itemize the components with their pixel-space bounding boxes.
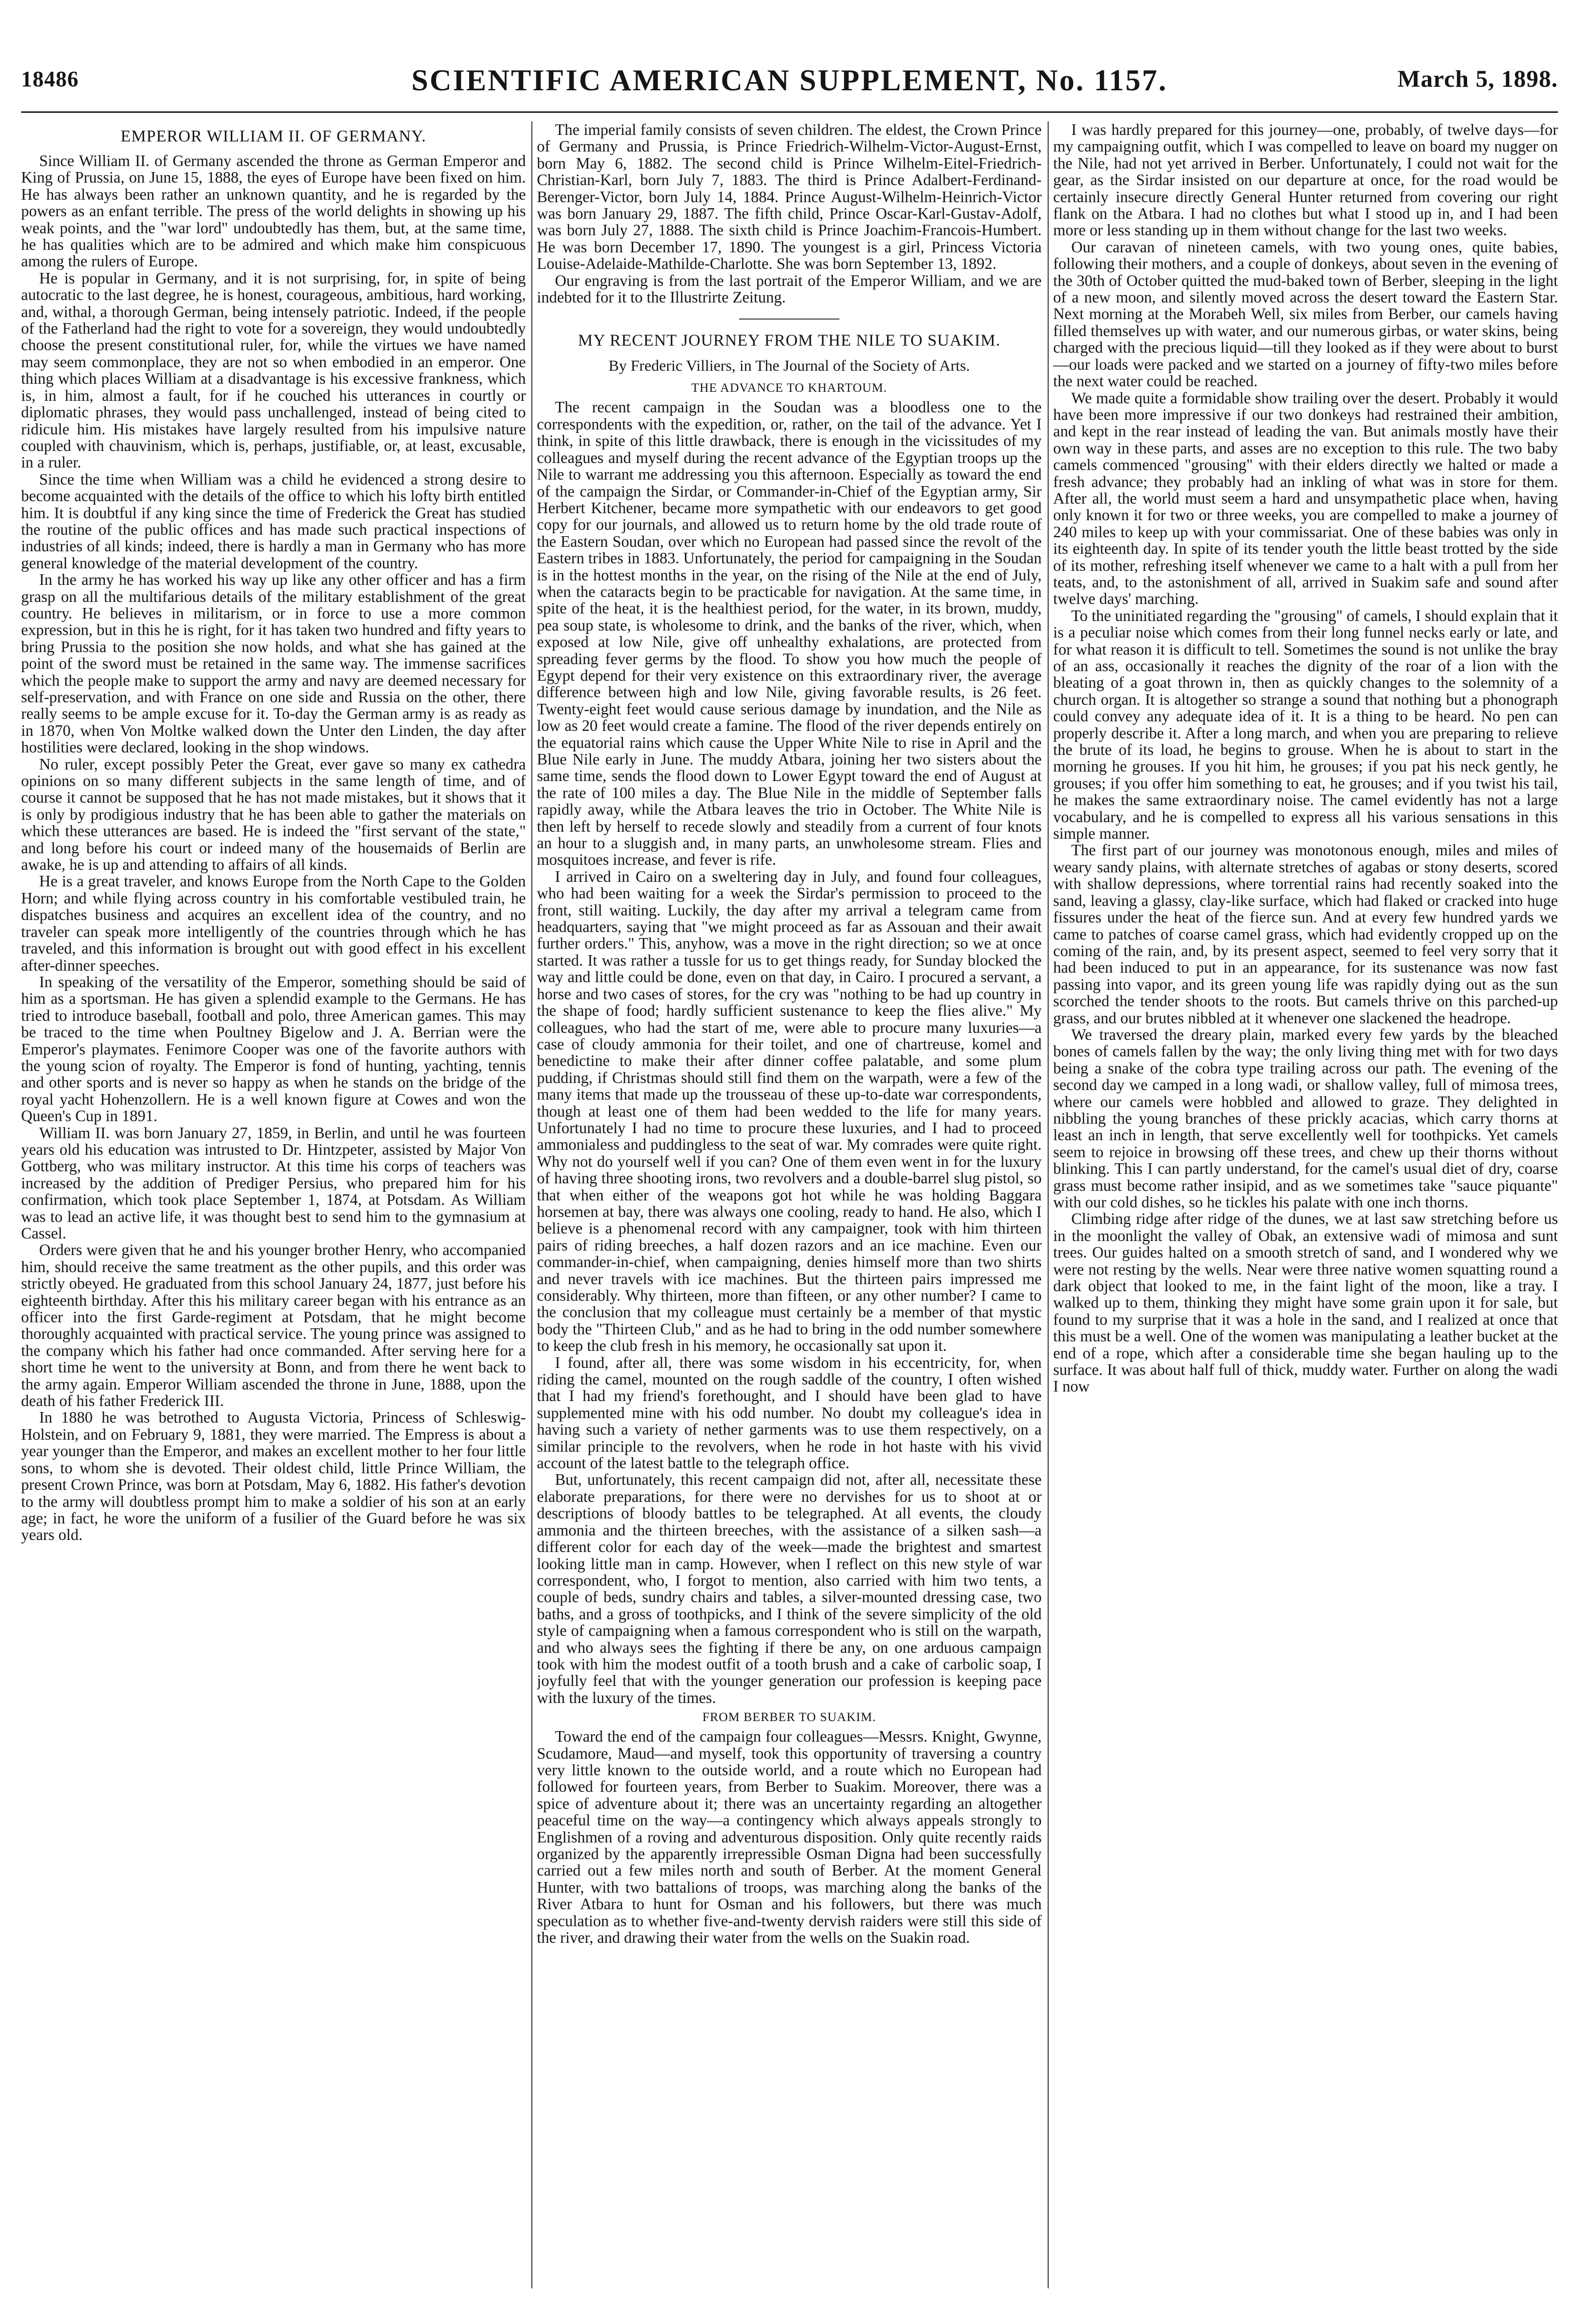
issue-date: March 5, 1898. (1397, 66, 1558, 92)
section-heading-berber: FROM BERBER TO SUAKIM. (702, 1711, 877, 1725)
section-heading-khartoum: THE ADVANCE TO KHARTOUM. (691, 381, 888, 395)
paragraph: In the army he has worked his way up like any other officer and has a firm grasp on all the multifarious details of the military establishment of the great country. He believes in militarism, or in force to use a more common expression, but in this he is right, for it has taken two hundred and fifty years to bring Prussia to the position she now holds, and what she has gained at the point of the sword must be retained in the same way. The immense sacrifices which the people make to support the army and navy are deemed necessary for self-preservation, and with France on one side and Russia on the other, there really seems to be ample excuse for it. To-day the German army is as ready as in 1870, when Von Moltke walked down the Unter den Linden, the day after hostilities were declared, looking in the shop windows. (21, 571, 526, 756)
paragraph: To the uninitiated regarding the "grousing" of camels, I should explain that it is a peculiar noise which comes from their long funnel necks early or late, and for what reason it is difficult to tell. Sometimes the sound is not unlike the bray of an ass, occasionally it reaches the dignity of the roar of a lion with the bleating of a goat thrown in, then as quickly changes to the solemnity of a church organ. It is altogether so strange a sound that nothing but a phonograph could convey any adequate idea of it. It is a thing to be heard. No pen can properly describe it. After a long march, and when you are preparing to relieve the brute of its load, he begins to grouse. When he is about to start in the morning he grouses. If you hit him, he grouses; if you pat his neck gently, he grouses; if you offer him something to eat, he grouses; and if you twist his tail, he makes the same extraordinary noise. The camel evidently has not a large vocabulary, and he is compelled to express all his various sensations in this simple manner. (1053, 606, 1558, 843)
paragraph: In 1880 he was betrothed to Augusta Victoria, Princess of Schleswig-Holstein, and on February 9, 1881, they were married. The Empress is about a year younger than the Emperor, and makes an excellent mother to her four little sons, to whom she is devoted. Their oldest child, little Prince William, the present Crown Prince, was born at Potsdam, May 6, 1882. His father's devotion to the army will doubtless prompt him to make a soldier of his son at an early age; in fact, he wore the uniform of a fusilier of the Guard before he was six years old. (21, 1409, 526, 1544)
paragraph: No ruler, except possibly Peter the Great, ever gave so many ex cathedra opinions on so many different subjects in the same length of time, and of course it cannot be supposed that he has not made mistakes, but it shows that it is only by prodigious industry that he has been able to gather the materials on which these utterances are based. He is indeed the "first servant of the state," and long before his court or indeed many of the housemaids of Berlin are awake, he is up and attending to affairs of all kinds. (21, 755, 526, 874)
paragraph: The recent campaign in the Soudan was a bloodless one to the correspondents with the expedition, or, rather, on the tail of the advance. Yet I think, in spite of this little drawback, there is enough in the vicissitudes of my colleagues and myself during the recent advance of the Egyptian troops up the Nile to warrant me addressing you this afternoon. Especially as toward the end of the campaign the Sirdar, or Commander-in-Chief of the Egyptian army, Sir Herbert Kitchener, became more sympathetic with our endeavors to get good copy for our journals, and allowed us to return home by the old trade route of the Eastern Soudan, over which no European had passed since the revolt of the Eastern tribes in 1883. Unfortunately, the period for campaigning in the Soudan is in the hottest months in the year, on the rising of the Nile at the end of July, when the cataracts begin to be practicable for navigation. At the same time, in spite of the heat, it is the healthiest period, for the water, in its brown, muddy, pea soup state, is wholesome to drink, and the banks of the river, which, when exposed at low Nile, give off unhealthy exhalations, are protected from spreading fever germs by the flood. To show you how much the people of Egypt depend for their very existence on this extraordinary river, the average difference between high and low Nile, giving favorable results, is 26 feet. Twenty-eight feet would cause serious damage by inundation, and the Nile as low as 20 feet would create a famine. The flood of the river depends entirely on the equatorial rains which cause the Upper White Nile to rise in April and the Blue Nile early in June. The muddy Atbara, joining her two sisters about the same time, sends the flood down to Lower Egypt toward the end of August at the rate of 100 miles a day. The Blue Nile in the middle of September falls rapidly away, while the Atbara leaves the trio in October. The White Nile is then left by herself to recede slowly and steadily from a current of four knots an hour to a sluggish and, in many parts, an unwholesome stream. Flies and mosquitoes increase, and fever is rife. (537, 398, 1042, 869)
paragraph: Orders were given that he and his younger brother Henry, who accompanied him, should receive the same treatment as the other pupils, and this order was strictly obeyed. He graduated from this school January 24, 1877, just before his eighteenth birthday. After this his military career began with his entrance as an officer into the first Garde-regiment at Potsdam, that he might become thoroughly acquainted with practical service. The young prince was assigned to the company which his father had once commanded. After serving here for a short time he went to the university at Bonn, and from there he went back to the army again. Emperor William ascended the throne in June, 1888, upon the death of his father Frederick III. (21, 1241, 526, 1410)
column-2 (537, 121, 1042, 2288)
column-divider (531, 121, 532, 2288)
column-3 (1053, 121, 1558, 2288)
paragraph: Since William II. of Germany ascended the throne as German Emperor and King of Prussia, on June 15, 1888, the eyes of Europe have been fixed on him. He has always been rather an unknown quantity, and he is regarded by the powers as an enfant terrible. The press of the world delights in showing up his weak points, and the "war lord" undoubtedly has them, but, at the same time, he has qualities which are to be admired and which make him conspicuous among the rulers of Europe. (21, 152, 526, 270)
column-1 (21, 121, 526, 2288)
paragraph: He is popular in Germany, and it is not surprising, for, in spite of being autocratic to the last degree, he is honest, courageous, ambitious, hard working, and, withal, a thorough German, being intensely patriotic. Indeed, if the people of the Fatherland had the right to vote for a sovereign, they would undoubtedly choose the present constitutional ruler, for, while the virtues we have named may seem commonplace, they are not so when embodied in an emperor. One thing which places William at a disadvantage is his excessive frankness, which is, in him, almost a fault, for if he couched his utterances in courtly or diplomatic phrases, they would pass unchallenged, instead of being cited to ridicule him. His mistakes have largely resulted from his impulsive nature coupled with chauvinism, which is, perhaps, justifiable, or, at least, excusable, in a ruler. (21, 269, 526, 472)
paragraph: The first part of our journey was monotonous enough, miles and miles of weary sandy plains, with alternate stretches of agabas or stony deserts, scored with shallow depressions, where torrential rains had recently soaked into the sand, leaving a glassy, clay-like surface, which had flaked or cracked into huge fissures under the heat of the fierce sun. And at every few hundred yards we came to patches of coarse camel grass, which had evidently cropped up on the coming of the rain, and, by its present aspect, seemed to feel very sorry that it had been induced to put in an appearance, for its sustenance was now fast passing into vapor, and its green young life was rapidly dying out as the sun scorched the tender shoots to the roots. But camels thrive on this parched-up grass, and our brutes nibbled at it whenever one slackened the headrope. (1053, 841, 1558, 1027)
byline: By Frederic Villiers, in The Journal of the Society of Arts. (608, 357, 970, 375)
paragraph: The imperial family consists of seven children. The eldest, the Crown Prince of Germany and Prussia, is Prince Friedrich-Wilhelm-Victor-August-Ernst, born May 6, 1882. The second child is Prince Wilhelm-Eitel-Friedrich-Christian-Karl, born July 7, 1883. The third is Prince Adalbert-Ferdinand-Berenger-Victor, born July 14, 1884. Prince August-Wilhelm-Heinrich-Victor was born January 29, 1887. The fifth child, Prince Oscar-Karl-Gustav-Adolf, was born July 27, 1888. The sixth child is Prince Joachim-Francois-Humbert. He was born December 17, 1890. The youngest is a girl, Princess Victoria Louise-Adelaide-Mathilde-Charlotte. She was born September 13, 1892. (537, 121, 1042, 273)
paragraph: Our caravan of nineteen camels, with two young ones, quite babies, following their mothers, and a couple of donkeys, about seven in the evening of the 30th of October quitted the mud-baked town of Berber, sleeping in the light of a new moon, and silently moved across the desert toward the Eastern Star. Next morning at the Morabeh Well, six miles from Berber, our camels having filled themselves up with water, and our numerous girbas, or water skins, being charged with the precious liquid—till they looked as if they were about to burst—our loads were packed and we started on a journey of fifty-two miles before the next water could be reached. (1053, 238, 1558, 390)
paragraph: Our engraving is from the last portrait of the Emperor William, and we are indebted for it to the Illustrirte Zeitung. (537, 271, 1042, 306)
article-columns (21, 121, 1558, 2288)
paragraph: I was hardly prepared for this journey—one, probably, of twelve days—for my campaigning outfit, which I was compelled to leave on board my nugger on the Nile, had not yet arrived in Berber. Unfortunately, I could not wait for the gear, as the Sirdar insisted on our departure at once, for the road would be certainly insecure directly General Hunter returned from covering our right flank on the Atbara. I had no clothes but what I stood up in, and I had been more or less standing up in them without change for the last two weeks. (1053, 121, 1558, 239)
paragraph: He is a great traveler, and knows Europe from the North Cape to the Golden Horn; and while flying across country in his comfortable vestibuled train, he dispatches business and acquires an excellent idea of the country, and no traveler can speak more intelligently of the countries through which he has traveled, and this information is brought out with good effect in his excellent after-dinner speeches. (21, 872, 526, 974)
paragraph: Toward the end of the campaign four colleagues—Messrs. Knight, Gwynne, Scudamore, Maud—and myself, took this opportunity of traversing a country very little known to the outside world, and a route which no European had followed for fourteen years, from Berber to Suakim. Moreover, there was a spice of adventure about it; there was an uncertainty regarding an altogether peaceful time on the way—a contingency which always appeals strongly to Englishmen of a roving and adventurous disposition. Only quite recently raids organized by the apparently irrepressible Osman Digna had been successfully carried out a few miles north and south of Berber. At the moment General Hunter, with two battalions of troops, was marching along the banks of the River Atbara to hunt for Osman and his followers, but there was much speculation as to whether five-and-twenty dervish raiders were still this side of the river, and drawing their water from the wells on the Suakin road. (537, 1728, 1042, 1947)
page-header (21, 21, 1558, 101)
paragraph: I found, after all, there was some wisdom in his eccentricity, for, when riding the camel, mounted on the rough saddle of the country, I often wished that I had my friend's forethought, and I should have been glad to have supplemented mine with his odd number. No doubt my colleague's idea in having such a variety of nether garments was to use them respectively, on a similar principle to the revolvers, when he rode in hot haste with his vivid account of the latest battle to the telegraph office. (537, 1353, 1042, 1472)
article-title-emperor: EMPEROR WILLIAM II. OF GERMANY. (120, 127, 426, 145)
paragraph: Since the time when William was a child he evidenced a strong desire to become acquainted with the details of the office to which his lofty birth entitled him. It is doubtful if any king since the time of Frederick the Great has studied the routine of the public offices and has made such practical inspections of industries of all kinds; indeed, there is hardly a man in Germany who has more general knowledge of the material development of the country. (21, 470, 526, 572)
paragraph: In speaking of the versatility of the Emperor, something should be said of him as a sportsman. He has given a splendid example to the Germans. He has tried to introduce baseball, football and polo, three American games. This may be traced to the time when Poultney Bigelow and J. A. Berrian were the Emperor's playmates. Fenimore Cooper was one of the favorite authors with the young scion of royalty. The Emperor is fond of hunting, yachting, tennis and other sports and is never so happy as when he stands on the bridge of the royal yacht Hohenzollern. He is a well known figure at Cowes and won the Queen's Cup in 1891. (21, 973, 526, 1125)
article-separator (739, 319, 839, 320)
paragraph: We traversed the dreary plain, marked every few yards by the bleached bones of camels fallen by the way; the only living thing met with for two days being a snake of the cobra type trailing across our path. The evening of the second day we camped in a long wadi, or shallow valley, full of mimosa trees, where our camels were hobbled and allowed to graze. They delighted in nibbling the young branches of these prickly acacias, which carry thorns at least an inch in length, that serve excellently well for toothpicks. Yet camels seem to rejoice in browsing off these trees, and chew up their thorns without blinking. This I can partly understand, for the camel's usual diet of dry, coarse grass must become rather insipid, and as we sometimes take "sauce piquante" with our cold dishes, so he tickles his palate with one inch thorns. (1053, 1025, 1558, 1211)
page-number: 18486 (21, 67, 79, 91)
article-title-journey: MY RECENT JOURNEY FROM THE NILE TO SUAKIM. (578, 332, 1000, 350)
column-divider (1048, 121, 1049, 2288)
paragraph: William II. was born January 27, 1859, in Berlin, and until he was fourteen years old his education was intrusted to Dr. Hintzpeter, assisted by Major Von Gottberg, who was military instructor. At this time his corps of teachers was increased by the addition of Prediger Persius, who prepared him for his confirmation, which took place September 1, 1874, at Potsdam. As William was to lead an active life, it was thought best to send him to the gymnasium at Cassel. (21, 1124, 526, 1242)
paragraph: Climbing ridge after ridge of the dunes, we at last saw stretching before us in the moonlight the valley of Obak, an extensive wadi of mimosa and sunt trees. Our guides halted on a smooth stretch of sand, and I wondered why we were not resting by the wells. Near were three native women squatting round a dark object that looked to me, in the faint light of the moon, like a tray. I walked up to them, thinking they might have some grain upon it for sale, but found to my surprise that it was a hole in the sand, and I realized at once that this must be a well. One of the women was manipulating a leather bucket at the end of a rope, which after a considerable time she began hauling up to the surface. It was about half full of thick, muddy water. Further on along the wadi I now (1053, 1210, 1558, 1396)
paragraph: I arrived in Cairo on a sweltering day in July, and found four colleagues, who had been waiting for a week the Sirdar's permission to proceed to the front, still waiting. Luckily, the day after my arrival a telegram came from headquarters, saying that "we might proceed as far as Assouan and their await further orders." This, anyhow, was a move in the right direction; so we at once started. It was rather a tussle for us to get things ready, for Sunday blocked the way and little could be done, even on that day, in Cairo. I procured a servant, a horse and two cases of stores, for the cry was "nothing to be had up country in the shape of food; hardly sufficient sustenance to keep the flies alive." My colleagues, who had the start of me, were able to procure many luxuries—a case of cloudy ammonia for their toilet, and one of chartreuse, komel and benedictine to make their after dinner coffee palatable, and some plum pudding, if Christmas should still find them on the warpath, were a few of the many items that made up the trousseau of these up-to-date war correspondents, though at least one of them had been wedded to the life for many years. Unfortunately I had no time to procure these luxuries, and I had to proceed ammonialess and puddingless to the seat of war. My comrades were quite right. Why not do yourself well if you can? One of them even went in for the luxury of having three shooting irons, two revolvers and a double-barrel slug pistol, so that when either of the weapons got hot while he was holding Baggara horsemen at bay, there was always one cooling, ready to hand. He also, which I believe is a phenomenal record with any campaigner, took with him thirteen pairs of riding breeches, a half dozen razors and an ice machine. Even our commander-in-chief, when campaigning, denies himself more than two shirts and never travels with ice machines. But the thirteen pairs impressed me considerably. Why thirteen, more than fifteen, or any other number? I came to the conclusion that my colleague must certainly be a member of that mystic body the "Thirteen Club," and as he had to bring in the odd number somewhere to keep the club fresh in his memory, he occasionally sat upon it. (537, 867, 1042, 1355)
paragraph: But, unfortunately, this recent campaign did not, after all, necessitate these elaborate preparations, for there were no dervishes for us to shoot at or descriptions of bloody battles to be telegraphed. At all events, the cloudy ammonia and the thirteen breeches, with the assistance of a silken sash—a different color for each day of the week—made the brightest and smartest looking little man in camp. However, when I reflect on this new style of war correspondent, who, I forgot to mention, also carried with him two tents, a couple of beds, sundry chairs and tables, a silver-mounted dressing case, two baths, and a gross of toothpicks, and I think of the severe simplicity of the old style of campaigning when a famous correspondent who is still on the warpath, and who always sees the fighting if there be any, on one arduous campaign took with him the modest outfit of a tooth brush and a cake of carbolic soap, I joyfully feel that with the younger generation our profession is keeping pace with the luxury of the times. (537, 1471, 1042, 1707)
publication-title: SCIENTIFIC AMERICAN SUPPLEMENT, No. 1157. (411, 64, 1168, 97)
paragraph: We made quite a formidable show trailing over the desert. Probably it would have been more impressive if our two donkeys had restrained their ambition, and kept in the rear instead of leading the van. But animals mostly have their own way in these parts, and asses are no exception to this rule. The two baby camels commenced "grousing" with their elders directly we halted or made a fresh advance; they probably had an inkling of what was in store for them. After all, the world must seem a hard and unsympathetic place when, having only known it for two or three weeks, you are compelled to make a journey of 240 miles to keep up with your commissariat. One of these babies was only in its eighteenth day. In spite of its tender youth the little beast trotted by the side of its mother, refreshing itself whenever we came to a halt with a pull from her teats, and, to the astonishment of all, arrived in Suakim safe and sound after twelve days' marching. (1053, 389, 1558, 608)
header-rule (21, 111, 1558, 113)
